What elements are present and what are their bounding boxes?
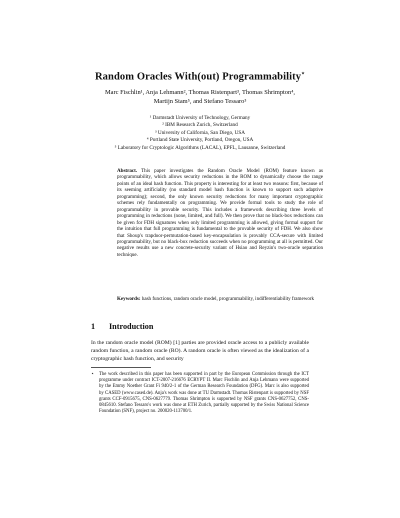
- keywords: [117, 296, 323, 302]
- section-title: Introduction: [109, 322, 154, 331]
- affiliations: [40, 115, 360, 152]
- keywords-text: hash functions, random oracle model, programmability, indifferentiability framework: [141, 296, 315, 302]
- footnote: [91, 372, 309, 415]
- affiliation-5: ⁵ Laboratory for Cryptologic Algorithms (LACAL), EPFL, Lausanne, Switzerland: [114, 144, 286, 151]
- affiliation-3: ³ University of California, San Diego, USA: [154, 129, 246, 136]
- abstract-text: This paper investigates the Random Oracle Model (ROM) feature known as programmability, which allows security reductions in the ROM to dynamically choose the range points of an ideal hash function. This property is interesting for at least two reasons: first, because of its seeming artificiality (no standard model hash function is known to support such adaptive programming); second, the only known security reductions for many important cryptographic schemes rely fundamentally on programming. We provide formal tools to study the role of programmability in provable security. This includes a framework describing three levels of programming in reductions (none, limited, and full). We then prove that no black-box reductions can be given for FDH signatures when only limited programming is allowed, giving formal support for the intuition that full programming is fundamental to the provable security of FDH. We also show that Shoup's trapdoor-permutation-based key-encapsulation is provably CCA-secure with limited programmability, but no black-box reduction succeeds when no programming at all is permitted. Our negative results use a new concrete-security variant of Hsiao and Reyzin's two-oracle separation technique.: [117, 168, 323, 258]
- author-list: [60, 88, 340, 106]
- title-footnote-mark: ⋆: [301, 71, 305, 77]
- section-number: 1: [91, 322, 96, 331]
- affiliation-2: ² IBM Research Zurich, Switzerland: [162, 122, 238, 129]
- abstract: [117, 168, 323, 258]
- authors-line-2: Martijn Stam⁵, and Stefano Tessaro³: [153, 98, 247, 105]
- affiliation-1: ¹ Darmstadt University of Technology, Germany: [149, 115, 251, 121]
- footnote-rule: [91, 367, 151, 368]
- keywords-label: Keywords:: [117, 296, 141, 302]
- affiliation-4: ⁴ Portland State University, Portland, Oregon, USA: [146, 137, 254, 144]
- footnote-mark: ⋆: [91, 372, 94, 377]
- authors-line-1: Marc Fischlin¹, Anja Lehmann², Thomas Ristenpart³, Thomas Shrimpton⁴,: [104, 89, 296, 96]
- intro-paragraph: In the random oracle model (ROM) [1] parties are provided oracle access to a publicly available random function, a random oracle (RO). A random oracle is often viewed as the idealization of a cryptographic hash function, and security: [91, 340, 309, 362]
- paper-title: [0, 70, 400, 83]
- section-heading: [91, 322, 153, 331]
- title-text: Random Oracles With(out) Programmability: [95, 71, 302, 83]
- footnote-text: The work described in this paper has been supported in part by the European Commission through the ICT programme under contract ICT-2007-216676 ECRYPT II. Marc Fischlin and Anja Lehmann were supported by the Emmy Noether Grant Fi 940/2-1 of the German Research Foundation (DFG). Marc is also supported by CASED (www.cased.de). Anja's work was done at TU Darmstadt. Thomas Ristenpart is supported by NSF grants CCF-0915675, CNS-0627779. Thomas Shrimpton is supported by NSF grants CNS-0627752, CNS-0845610. Stefano Tessaro's work was done at ETH Zurich, partially supported by the Swiss National Science Foundation (SNF), project no. 200020-113700/1.: [99, 372, 309, 415]
- abstract-label: Abstract.: [117, 168, 138, 174]
